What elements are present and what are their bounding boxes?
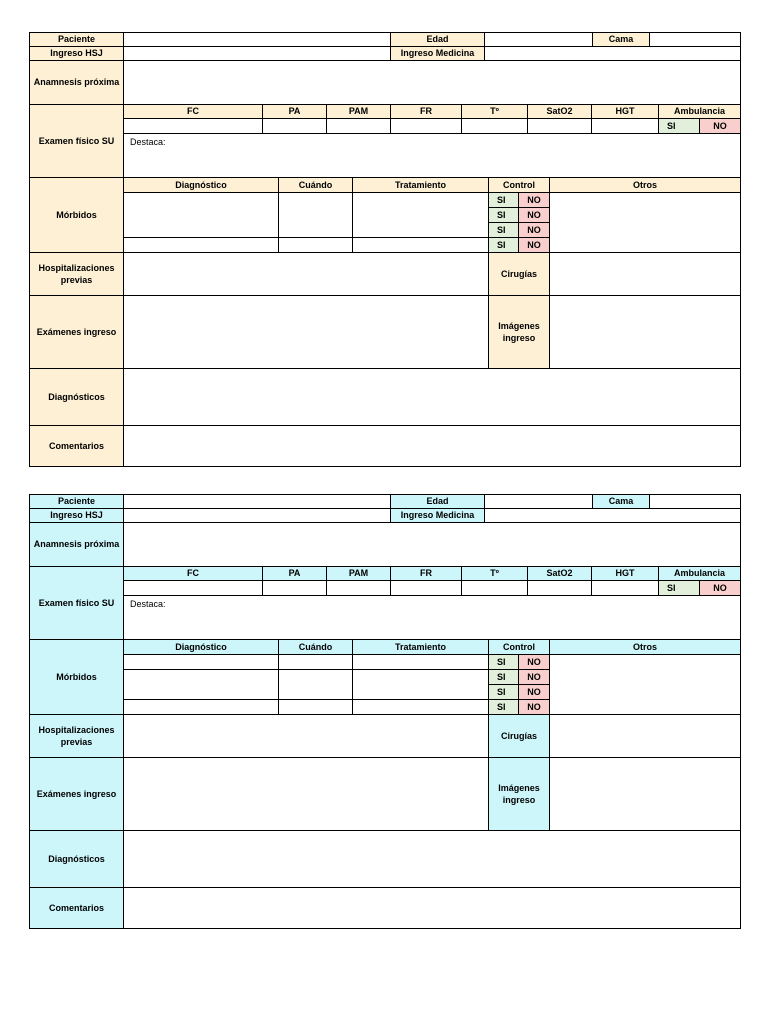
control-si-option[interactable]: SI xyxy=(488,192,519,208)
cirugias-field[interactable] xyxy=(549,714,741,758)
vital-fr-field[interactable] xyxy=(390,580,462,596)
morbido-tratamiento-field[interactable] xyxy=(352,192,489,238)
vital-sato2-label: SatO2 xyxy=(527,104,592,119)
col-cuando-header: Cuándo xyxy=(278,177,353,193)
morbidos-label: Mórbidos xyxy=(29,639,124,715)
ambulancia-no-option[interactable]: NO xyxy=(699,118,741,134)
ambulancia-label: Ambulancia xyxy=(658,104,741,119)
vital-pa-label: PA xyxy=(262,104,327,119)
morbido-cuando-field[interactable] xyxy=(278,669,353,700)
control-no-option[interactable]: NO xyxy=(518,669,550,685)
vital-pam-field[interactable] xyxy=(326,580,391,596)
ingreso-medicina-label: Ingreso Medicina xyxy=(390,46,485,61)
destaca-field[interactable] xyxy=(123,595,741,640)
ingreso-medicina-label: Ingreso Medicina xyxy=(390,508,485,523)
vital-hgt-field[interactable] xyxy=(591,580,659,596)
edad-field[interactable] xyxy=(484,32,593,47)
imagenes-field[interactable] xyxy=(549,757,741,831)
morbido-otros-field[interactable] xyxy=(549,192,741,253)
vital-temp-field[interactable] xyxy=(461,118,528,134)
anamnesis-field[interactable] xyxy=(123,60,741,105)
examen-fisico-label: Examen físico SU xyxy=(29,104,124,178)
vital-sato2-field[interactable] xyxy=(527,118,592,134)
hospitalizaciones-label: Hospitalizaciones previas xyxy=(29,714,124,758)
col-otros-header: Otros xyxy=(549,177,741,193)
ingreso-medicina-field[interactable] xyxy=(484,508,741,523)
comentarios-field[interactable] xyxy=(123,887,741,929)
ingreso-hsj-label: Ingreso HSJ xyxy=(29,508,124,523)
control-no-option[interactable]: NO xyxy=(518,192,550,208)
control-si-option[interactable]: SI xyxy=(488,237,519,253)
morbido-diagnostico-field[interactable] xyxy=(123,192,279,238)
control-si-option[interactable]: SI xyxy=(488,684,519,700)
paciente-label: Paciente xyxy=(29,494,124,509)
control-no-option[interactable]: NO xyxy=(518,222,550,238)
vital-temp-label: Tº xyxy=(461,566,528,581)
morbido-diagnostico-field[interactable] xyxy=(123,669,279,700)
cirugias-label: Cirugías xyxy=(488,714,550,758)
ambulancia-si-option[interactable]: SI xyxy=(658,580,700,596)
morbido-diagnostico-field[interactable] xyxy=(123,699,279,715)
col-control-header: Control xyxy=(488,177,550,193)
vital-fc-label: FC xyxy=(123,104,263,119)
cirugias-label: Cirugías xyxy=(488,252,550,296)
cirugias-field[interactable] xyxy=(549,252,741,296)
col-tratamiento-header: Tratamiento xyxy=(352,639,489,655)
col-otros-header: Otros xyxy=(549,639,741,655)
morbido-tratamiento-field[interactable] xyxy=(352,654,489,670)
vital-pa-label: PA xyxy=(262,566,327,581)
vital-pam-label: PAM xyxy=(326,566,391,581)
vital-pa-field[interactable] xyxy=(262,580,327,596)
ingreso-hsj-field[interactable] xyxy=(123,508,391,523)
vital-hgt-field[interactable] xyxy=(591,118,659,134)
vital-hgt-label: HGT xyxy=(591,566,659,581)
ingreso-medicina-field[interactable] xyxy=(484,46,741,61)
control-si-option[interactable]: SI xyxy=(488,669,519,685)
imagenes-label: Imágenes ingreso xyxy=(488,295,550,369)
comentarios-label: Comentarios xyxy=(29,887,124,929)
col-diagnostico-header: Diagnóstico xyxy=(123,639,279,655)
cama-label: Cama xyxy=(592,494,650,509)
anamnesis-field[interactable] xyxy=(123,522,741,567)
morbidos-label: Mórbidos xyxy=(29,177,124,253)
vital-fr-field[interactable] xyxy=(390,118,462,134)
hospitalizaciones-field[interactable] xyxy=(123,252,489,296)
col-cuando-header: Cuándo xyxy=(278,639,353,655)
ingreso-hsj-label: Ingreso HSJ xyxy=(29,46,124,61)
vital-fr-label: FR xyxy=(390,566,462,581)
ambulancia-no-option[interactable]: NO xyxy=(699,580,741,596)
control-no-option[interactable]: NO xyxy=(518,207,550,223)
destaca-field[interactable] xyxy=(123,133,741,178)
control-si-option[interactable]: SI xyxy=(488,222,519,238)
paciente-label: Paciente xyxy=(29,32,124,47)
vital-fc-field[interactable] xyxy=(123,580,263,596)
morbido-cuando-field[interactable] xyxy=(278,192,353,238)
morbido-diagnostico-field[interactable] xyxy=(123,654,279,670)
vital-pam-field[interactable] xyxy=(326,118,391,134)
ambulancia-label: Ambulancia xyxy=(658,566,741,581)
ingreso-hsj-field[interactable] xyxy=(123,46,391,61)
vital-temp-field[interactable] xyxy=(461,580,528,596)
col-tratamiento-header: Tratamiento xyxy=(352,177,489,193)
control-no-option[interactable]: NO xyxy=(518,684,550,700)
control-no-option[interactable]: NO xyxy=(518,699,550,715)
paciente-field[interactable] xyxy=(123,494,391,509)
vital-pam-label: PAM xyxy=(326,104,391,119)
control-no-option[interactable]: NO xyxy=(518,237,550,253)
hospitalizaciones-label: Hospitalizaciones previas xyxy=(29,252,124,296)
diagnosticos-label: Diagnósticos xyxy=(29,368,124,426)
examenes-label: Exámenes ingreso xyxy=(29,757,124,831)
anamnesis-label: Anamnesis próxima xyxy=(29,60,124,105)
diagnosticos-field[interactable] xyxy=(123,830,741,888)
morbido-cuando-field[interactable] xyxy=(278,699,353,715)
imagenes-label: Imágenes ingreso xyxy=(488,757,550,831)
imagenes-field[interactable] xyxy=(549,295,741,369)
vital-temp-label: Tº xyxy=(461,104,528,119)
vital-sato2-field[interactable] xyxy=(527,580,592,596)
col-control-header: Control xyxy=(488,639,550,655)
vital-fc-label: FC xyxy=(123,566,263,581)
examenes-field[interactable] xyxy=(123,757,489,831)
vital-pa-field[interactable] xyxy=(262,118,327,134)
morbido-cuando-field[interactable] xyxy=(278,654,353,670)
vital-fr-label: FR xyxy=(390,104,462,119)
diagnosticos-field[interactable] xyxy=(123,368,741,426)
morbido-cuando-field[interactable] xyxy=(278,237,353,253)
examenes-label: Exámenes ingreso xyxy=(29,295,124,369)
cama-label: Cama xyxy=(592,32,650,47)
comentarios-label: Comentarios xyxy=(29,425,124,467)
control-si-option[interactable]: SI xyxy=(488,654,519,670)
morbido-tratamiento-field[interactable] xyxy=(352,669,489,700)
vital-sato2-label: SatO2 xyxy=(527,566,592,581)
edad-label: Edad xyxy=(390,32,485,47)
cama-field[interactable] xyxy=(649,494,741,509)
control-si-option[interactable]: SI xyxy=(488,699,519,715)
anamnesis-label: Anamnesis próxima xyxy=(29,522,124,567)
edad-label: Edad xyxy=(390,494,485,509)
control-no-option[interactable]: NO xyxy=(518,654,550,670)
vital-fc-field[interactable] xyxy=(123,118,263,134)
morbido-tratamiento-field[interactable] xyxy=(352,237,489,253)
morbido-otros-field[interactable] xyxy=(549,654,741,715)
col-diagnostico-header: Diagnóstico xyxy=(123,177,279,193)
edad-field[interactable] xyxy=(484,494,593,509)
vital-hgt-label: HGT xyxy=(591,104,659,119)
hospitalizaciones-field[interactable] xyxy=(123,714,489,758)
diagnosticos-label: Diagnósticos xyxy=(29,830,124,888)
paciente-field[interactable] xyxy=(123,32,391,47)
comentarios-field[interactable] xyxy=(123,425,741,467)
morbido-tratamiento-field[interactable] xyxy=(352,699,489,715)
control-si-option[interactable]: SI xyxy=(488,207,519,223)
cama-field[interactable] xyxy=(649,32,741,47)
examen-fisico-label: Examen físico SU xyxy=(29,566,124,640)
morbido-diagnostico-field[interactable] xyxy=(123,237,279,253)
destaca-label: Destaca: xyxy=(130,137,166,147)
ambulancia-si-option[interactable]: SI xyxy=(658,118,700,134)
destaca-label: Destaca: xyxy=(130,599,166,609)
examenes-field[interactable] xyxy=(123,295,489,369)
